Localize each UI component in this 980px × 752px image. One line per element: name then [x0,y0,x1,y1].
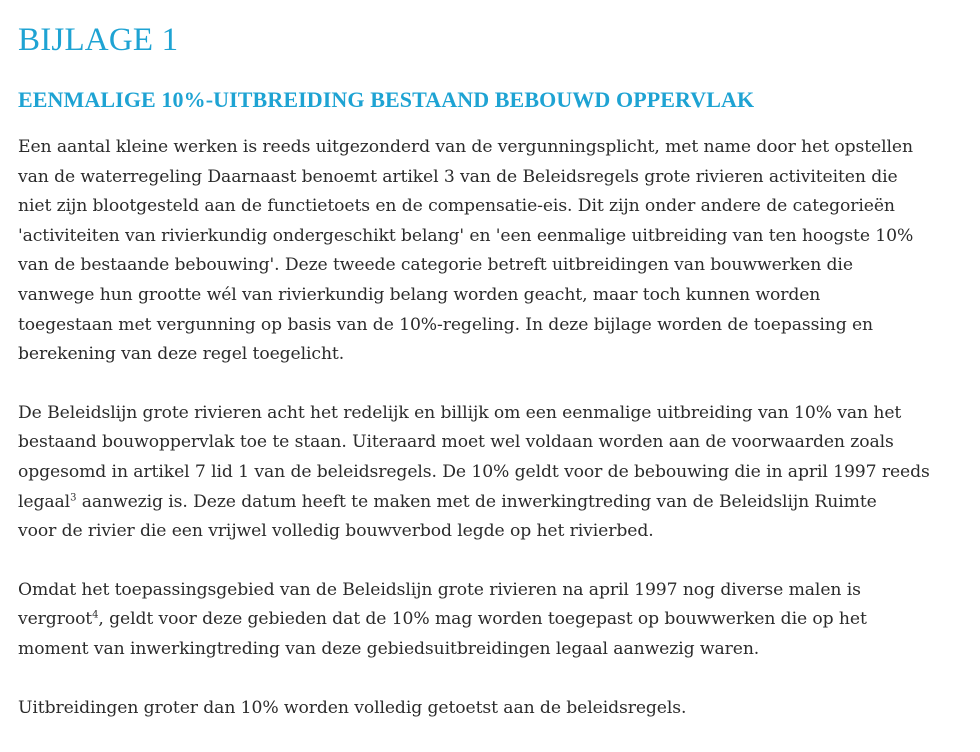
line-text: vergroot [18,609,93,630]
paragraph-line: vanwege hun grootte wél van rivierkundig belang worden geacht, maar toch kunnen worden [18,284,821,305]
page-title: BIJLAGE 1 [18,22,179,58]
paragraph-line: opgesomd in artikel 7 lid 1 van de beleidsregels. De 10% geldt voor de bebouwing die in april 1997 reeds [18,461,930,482]
paragraph-line: bestaand bouwoppervlak toe te staan. Uiteraard moet wel voldaan worden aan de voorwaarden zoals [18,432,894,453]
paragraph-line: van de waterregeling Daarnaast benoemt artikel 3 van de Beleidsregels grote rivieren activiteiten die [18,166,898,187]
line-text: , geldt voor deze gebieden dat de 10% mag worden toegepast op bouwwerken die op het [98,609,867,630]
paragraph-line: toegestaan met vergunning op basis van de 10%-regeling. In deze bijlage worden de toepassing en [18,314,873,335]
document-page [18,0,968,723]
paragraph-line: van de bestaande bebouwing'. Deze tweede categorie betreft uitbreidingen van bouwwerken die [18,255,853,276]
paragraph-line: 'activiteiten van rivierkundig ondergeschikt belang' en 'een eenmalige uitbreiding van ten hoogste 10% [18,225,914,246]
paragraph-line: niet zijn blootgesteld aan de functietoets en de compensatie-eis. Dit zijn onder andere de categorieën [18,196,895,217]
paragraph-4 [18,694,968,724]
paragraph-line: Omdat het toepassingsgebied van de Beleidslijn grote rivieren na april 1997 nog diverse malen is [18,579,861,600]
paragraph-2 [18,399,968,547]
paragraph-line: voor de rivier die een vrijwel volledig bouwverbod legde op het rivierbed. [18,521,654,542]
paragraph-1 [18,133,968,370]
paragraph-line: Uitbreidingen groter dan 10% worden volledig getoetst aan de beleidsregels. [18,697,687,718]
paragraph-line [18,488,968,518]
paragraph-line [18,605,968,635]
paragraph-3 [18,576,968,665]
footnote-ref-3[interactable]: 3 [70,491,77,503]
paragraph-line: Een aantal kleine werken is reeds uitgezonderd van de vergunningsplicht, met name door het opstellen [18,137,913,157]
paragraph-line: De Beleidslijn grote rivieren acht het redelijk en billijk om een eenmalige uitbreiding van 10% van het [18,402,902,423]
footnote-ref-4[interactable]: 4 [92,609,99,621]
paragraph-line: moment van inwerkingtreding van deze gebiedsuitbreidingen legaal aanwezig waren. [18,638,760,659]
paragraph-line: berekening van deze regel toegelicht. [18,344,345,365]
line-text: legaal [18,491,71,512]
line-text: aanwezig is. Deze datum heeft te maken met de inwerkingtreding van de Beleidslijn Ruimte [76,491,877,512]
section-title: EENMALIGE 10%-UITBREIDING BESTAAND BEBOUWD OPPERVLAK [18,87,755,112]
